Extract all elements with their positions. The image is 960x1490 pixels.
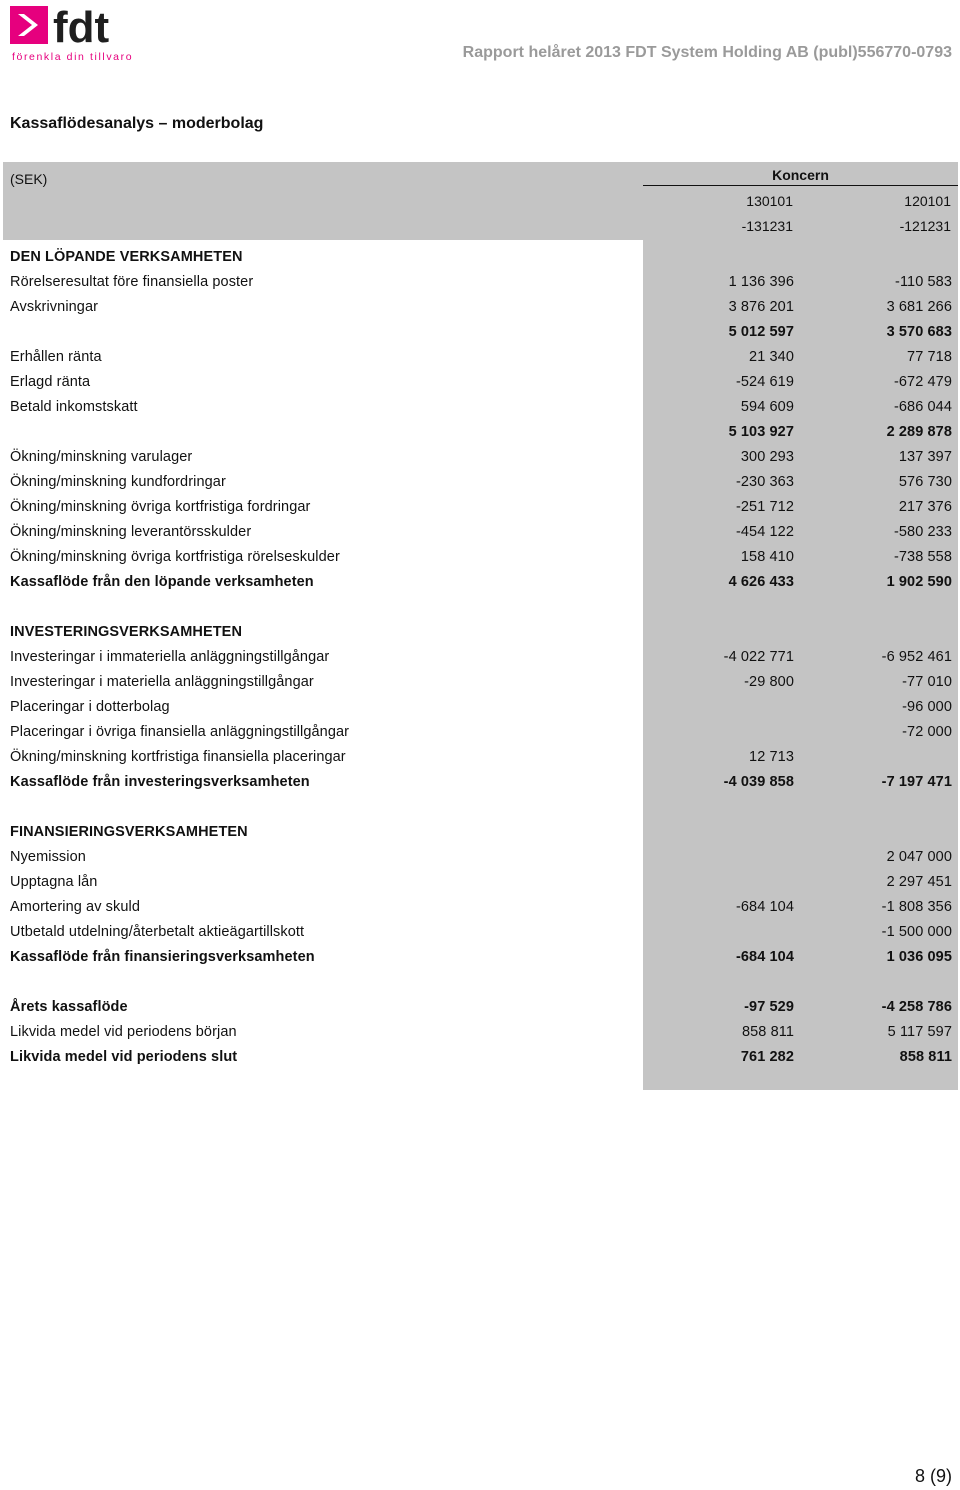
row-label: Erhållen ränta xyxy=(10,349,102,365)
table-row xyxy=(3,620,958,645)
report-title: Rapport helåret 2013 FDT System Holding AB (publ)556770-0793 xyxy=(462,44,952,61)
table-row xyxy=(3,445,958,470)
table-row xyxy=(3,570,958,595)
table-row xyxy=(3,845,958,870)
period-2-start: 120101 xyxy=(904,193,951,209)
row-value-2013: -454 122 xyxy=(735,524,794,540)
row-value-2012: 137 397 xyxy=(898,449,952,465)
row-label: Likvida medel vid periodens början xyxy=(10,1024,237,1040)
row-label: Placeringar i dotterbolag xyxy=(10,699,170,715)
period-2-end: -121231 xyxy=(899,218,951,234)
section-title: Kassaflödesanalys – moderbolag xyxy=(10,115,264,132)
row-label: Avskrivningar xyxy=(10,299,99,315)
row-value-2013: -524 619 xyxy=(735,374,794,390)
table-row xyxy=(3,995,958,1020)
table-row xyxy=(3,295,958,320)
row-value-2012: 1 902 590 xyxy=(886,574,952,590)
row-value-2012: 217 376 xyxy=(898,499,952,515)
row-value-2013: 300 293 xyxy=(740,449,794,465)
currency-label: (SEK) xyxy=(10,171,48,187)
table-header xyxy=(3,162,958,240)
row-value-2012: -1 808 356 xyxy=(881,899,952,915)
row-value-2012: -686 044 xyxy=(893,399,952,415)
row-value-2012: 77 718 xyxy=(907,349,952,365)
row-value-2013: -97 529 xyxy=(744,999,794,1015)
table-row xyxy=(3,470,958,495)
row-value-2013: 21 340 xyxy=(749,349,794,365)
table-body xyxy=(3,240,958,1090)
logo-tagline: förenkla din tillvaro xyxy=(12,51,134,63)
row-label: Ökning/minskning kundfordringar xyxy=(10,474,226,490)
row-label: Kassaflöde från investeringsverksamheten xyxy=(10,774,310,790)
row-value-2012: -110 583 xyxy=(895,274,952,290)
period-1-end: -131231 xyxy=(741,218,793,234)
table-row xyxy=(3,345,958,370)
row-label: Utbetald utdelning/återbetalt aktieägartillskott xyxy=(10,924,305,940)
table-row xyxy=(3,920,958,945)
row-value-2012: 2 297 451 xyxy=(886,874,952,890)
table-row xyxy=(3,270,958,295)
table-row xyxy=(3,1045,958,1070)
table-row xyxy=(3,1020,958,1045)
page-number: 8 (9) xyxy=(914,1466,952,1486)
table-row xyxy=(3,245,958,270)
row-value-2013: 5 103 927 xyxy=(728,424,794,440)
row-value-2012: 1 036 095 xyxy=(886,949,952,965)
row-value-2013: 1 136 396 xyxy=(728,274,794,290)
row-value-2013: 3 876 201 xyxy=(728,299,794,315)
row-value-2013: -251 712 xyxy=(735,499,794,515)
table-row xyxy=(3,545,958,570)
row-label: Erlagd ränta xyxy=(10,374,91,390)
table-row xyxy=(3,895,958,920)
row-value-2013: 12 713 xyxy=(749,749,794,765)
row-label: Rörelseresultat före finansiella poster xyxy=(10,274,254,290)
row-value-2012: 858 811 xyxy=(899,1049,952,1065)
table-row xyxy=(3,495,958,520)
table-row xyxy=(3,370,958,395)
row-label: Investeringar i immateriella anläggningstillgångar xyxy=(10,649,330,665)
row-value-2012: -672 479 xyxy=(893,374,952,390)
row-value-2013: 858 811 xyxy=(741,1024,794,1040)
row-label: Ökning/minskning kortfristiga finansiella placeringar xyxy=(10,749,346,765)
table-row xyxy=(3,870,958,895)
row-value-2012: -77 010 xyxy=(902,674,952,690)
row-value-2012: 3 570 683 xyxy=(886,324,952,340)
table-row xyxy=(3,770,958,795)
table-row xyxy=(3,645,958,670)
row-label: Amortering av skuld xyxy=(10,899,141,915)
row-value-2013: -684 104 xyxy=(735,899,794,915)
row-label: Nyemission xyxy=(10,849,86,865)
row-label: Placeringar i övriga finansiella anläggningstillgångar xyxy=(10,724,350,740)
row-value-2012: -1 500 000 xyxy=(881,924,952,940)
fdt-logo-mark xyxy=(8,4,148,64)
row-label: Investeringar i materiella anläggningstillgångar xyxy=(10,674,314,690)
row-label: Ökning/minskning övriga kortfristiga fordringar xyxy=(10,499,311,515)
row-value-2013: -684 104 xyxy=(735,949,794,965)
row-value-2012: -738 558 xyxy=(893,549,952,565)
table-row xyxy=(3,695,958,720)
row-value-2013: 5 012 597 xyxy=(728,324,794,340)
row-value-2013: -29 800 xyxy=(744,674,794,690)
table-row xyxy=(3,945,958,970)
cash-flow-table xyxy=(3,162,958,1090)
row-value-2012: -580 233 xyxy=(893,524,952,540)
logo-wordmark: fdt xyxy=(53,4,110,52)
row-value-2012: 576 730 xyxy=(898,474,952,490)
row-label: Ökning/minskning leverantörsskulder xyxy=(10,524,252,540)
fdt-logo xyxy=(8,4,148,64)
table-row xyxy=(3,795,958,820)
row-value-2012: 2 047 000 xyxy=(886,849,952,865)
group-label: Koncern xyxy=(643,165,958,186)
table-row xyxy=(3,820,958,845)
row-label: Kassaflöde från finansieringsverksamheten xyxy=(10,949,315,965)
row-value-2012: -6 952 461 xyxy=(881,649,952,665)
row-value-2013: 761 282 xyxy=(740,1049,794,1065)
row-value-2012: 2 289 878 xyxy=(886,424,952,440)
row-value-2012: -7 197 471 xyxy=(881,774,952,790)
row-label: Ökning/minskning varulager xyxy=(10,449,193,465)
row-label: Upptagna lån xyxy=(10,874,98,890)
row-value-2012: -4 258 786 xyxy=(881,999,952,1015)
row-value-2012: 3 681 266 xyxy=(886,299,952,315)
row-label: Årets kassaflöde xyxy=(10,999,128,1015)
row-value-2013: -4 022 771 xyxy=(723,649,794,665)
table-row xyxy=(3,520,958,545)
row-value-2012: -96 000 xyxy=(902,699,952,715)
table-row xyxy=(3,670,958,695)
row-label: INVESTERINGSVERKSAMHETEN xyxy=(10,624,243,640)
table-row xyxy=(3,720,958,745)
table-row xyxy=(3,595,958,620)
row-value-2013: 594 609 xyxy=(740,399,794,415)
row-label: DEN LÖPANDE VERKSAMHETEN xyxy=(10,249,243,265)
table-row xyxy=(3,970,958,995)
row-value-2013: 158 410 xyxy=(740,549,794,565)
row-value-2013: 4 626 433 xyxy=(728,574,794,590)
table-row xyxy=(3,420,958,445)
row-value-2013: -4 039 858 xyxy=(723,774,794,790)
table-row xyxy=(3,745,958,770)
row-label: Betald inkomstskatt xyxy=(10,399,138,415)
row-label: Ökning/minskning övriga kortfristiga rörelseskulder xyxy=(10,549,340,565)
row-value-2012: 5 117 597 xyxy=(887,1024,952,1040)
row-label: FINANSIERINGSVERKSAMHETEN xyxy=(10,824,248,840)
table-row xyxy=(3,395,958,420)
period-1-start: 130101 xyxy=(746,193,793,209)
table-row xyxy=(3,320,958,345)
row-value-2012: -72 000 xyxy=(902,724,952,740)
row-label: Likvida medel vid periodens slut xyxy=(10,1049,238,1065)
row-label: Kassaflöde från den löpande verksamheten xyxy=(10,574,314,590)
row-value-2013: -230 363 xyxy=(735,474,794,490)
